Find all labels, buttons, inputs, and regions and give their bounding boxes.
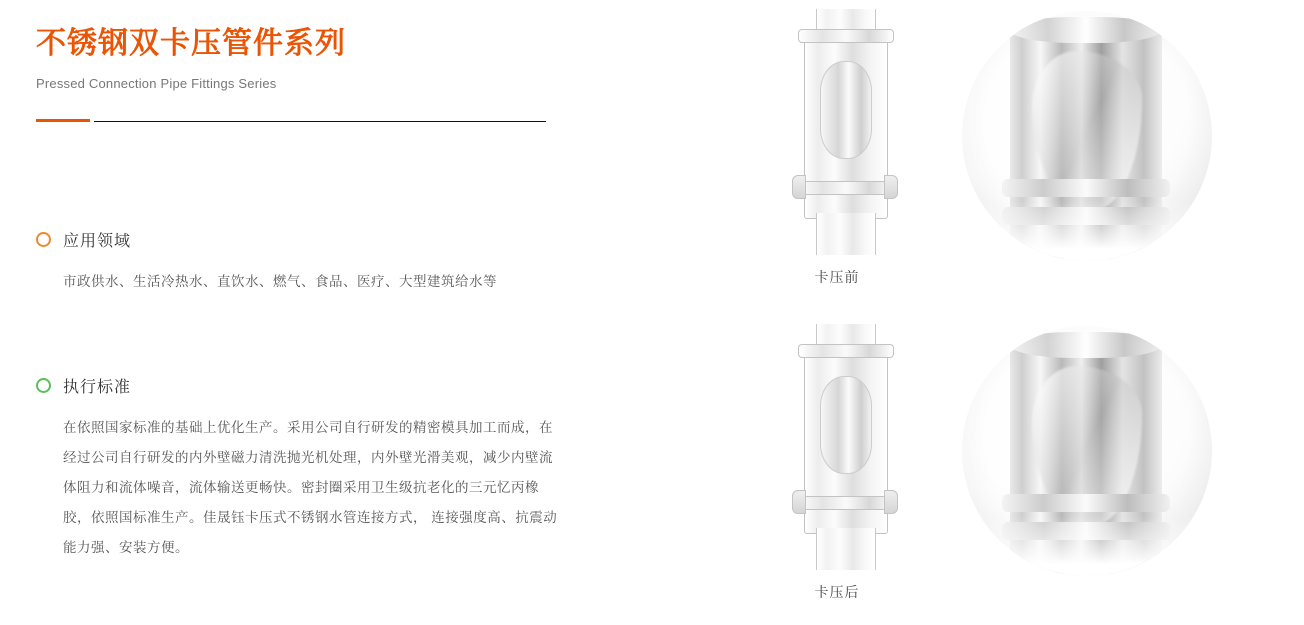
page-subtitle: Pressed Connection Pipe Fittings Series bbox=[36, 76, 277, 91]
section-application-header bbox=[36, 228, 497, 251]
fitting-notch-right bbox=[884, 175, 898, 199]
fitting-notch-right bbox=[884, 490, 898, 514]
figure-column bbox=[700, 0, 1304, 625]
section-standard bbox=[36, 374, 563, 563]
pipe-fitting-illustration bbox=[790, 5, 900, 255]
fitting-inner-sleeve bbox=[820, 376, 872, 474]
section-standard-header bbox=[36, 374, 563, 397]
fitting-bottom-tube bbox=[816, 213, 876, 255]
fitting-bead-top bbox=[798, 29, 894, 43]
pipe-fitting-illustration bbox=[790, 320, 900, 570]
fitting-bead-bottom bbox=[798, 496, 894, 510]
page-title: 不锈钢双卡压管件系列 bbox=[36, 27, 346, 60]
title-divider bbox=[36, 117, 546, 127]
figure-before bbox=[700, 5, 1304, 305]
circle-marker-icon bbox=[36, 378, 51, 393]
section-application-title: 应用领域 bbox=[63, 233, 132, 250]
fitting-bottom-tube bbox=[816, 528, 876, 570]
section-standard-body: 在依照国家标准的基础上优化生产。采用公司自行研发的精密模具加工而成，在经过公司自行研发的内外壁磁力清洗抛光机处理，内外壁光滑美观，减少内壁流体阻力和流体噪音，流体输送更畅快。密封圈采用卫生级抗老化的三元忆丙橡胶，依照国标准生产。佳晟钰卡压式不锈钢水管连接方式， 连接强度高、抗震动能力强、安装方便。 bbox=[63, 420, 558, 555]
figure-after-caption: 卡压后 bbox=[814, 584, 860, 600]
fitting-notch-left bbox=[792, 175, 806, 199]
fitting-bead-bottom bbox=[798, 181, 894, 195]
content-column bbox=[36, 0, 696, 625]
circle-marker-icon bbox=[36, 232, 51, 247]
divider-line bbox=[94, 121, 546, 122]
fitting-bead-top bbox=[798, 344, 894, 358]
closeup-bottom-fade bbox=[962, 516, 1212, 576]
section-application bbox=[36, 228, 497, 297]
fitting-detail-closeup bbox=[962, 11, 1212, 261]
figure-before-caption: 卡压前 bbox=[814, 269, 860, 285]
section-application-body: 市政供水、生活冷热水、直饮水、燃气、食品、医疗、大型建筑给水等 bbox=[63, 274, 497, 289]
closeup-bottom-fade bbox=[962, 201, 1212, 261]
fitting-inner-sleeve bbox=[820, 61, 872, 159]
fitting-notch-left bbox=[792, 490, 806, 514]
section-standard-title: 执行标准 bbox=[63, 379, 132, 396]
divider-accent bbox=[36, 119, 90, 122]
figure-after bbox=[700, 320, 1304, 620]
fitting-detail-closeup bbox=[962, 326, 1212, 576]
